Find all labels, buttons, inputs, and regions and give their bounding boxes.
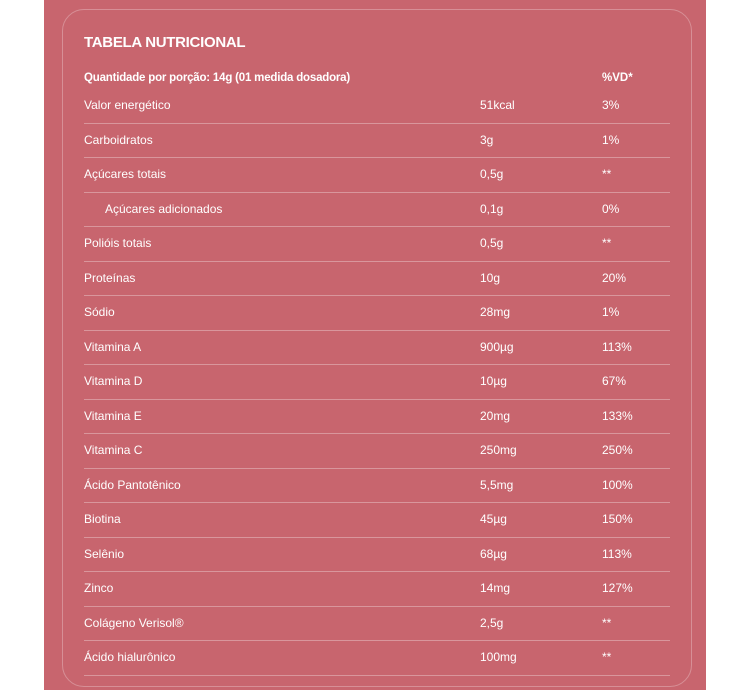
nutrient-name: Valor energético	[84, 98, 171, 112]
table-row	[84, 193, 670, 228]
table-row	[84, 572, 670, 607]
nutrient-amount: 100mg	[480, 650, 517, 664]
nutrient-amount: 0,5g	[480, 236, 504, 250]
nutrient-amount: 45µg	[480, 512, 507, 526]
nutrient-vd: 67%	[602, 374, 627, 388]
nutrient-vd: 150%	[602, 512, 633, 526]
table-row	[84, 296, 670, 331]
table-row	[84, 331, 670, 366]
nutrient-vd: 127%	[602, 581, 633, 595]
table-row	[84, 365, 670, 400]
nutrient-vd: 1%	[602, 132, 620, 147]
nutrient-name: Selênio	[84, 546, 125, 561]
nutrient-amount: 0,5g	[480, 167, 504, 181]
nutrient-name: Zinco	[84, 581, 114, 595]
table-row	[84, 503, 670, 538]
nutrient-amount: 900µg	[480, 339, 514, 354]
nutrient-amount: 10µg	[480, 374, 507, 388]
nutrient-name: Proteínas	[84, 270, 136, 285]
nutrient-vd: 20%	[602, 270, 627, 285]
nutrient-vd: 250%	[602, 443, 633, 457]
nutrient-vd: 113%	[602, 546, 632, 561]
nutrient-vd: **	[602, 236, 612, 250]
nutrient-name: Açúcares adicionados	[105, 201, 223, 216]
nutrient-amount: 5,5mg	[480, 477, 514, 492]
nutrient-name: Polióis totais	[84, 236, 152, 250]
nutrient-vd: 113%	[602, 339, 632, 354]
table-row	[84, 89, 670, 124]
table-header	[84, 68, 670, 90]
nutrient-vd: 133%	[602, 408, 633, 423]
nutrient-amount: 68µg	[480, 546, 507, 561]
nutrient-vd: 0%	[602, 201, 620, 216]
nutrient-vd: **	[602, 167, 612, 181]
nutrient-amount: 28mg	[480, 305, 511, 319]
nutrient-name: Vitamina A	[84, 339, 142, 354]
nutrient-vd: 3%	[602, 98, 620, 112]
table-row	[84, 538, 670, 573]
nutrient-amount: 10g	[480, 270, 501, 285]
nutrient-amount: 2,5g	[480, 615, 504, 630]
nutrient-name: Vitamina D	[84, 374, 143, 388]
nutrient-amount: 0,1g	[480, 201, 504, 216]
nutrient-name: Ácido Pantotênico	[84, 477, 181, 492]
nutrient-name: Vitamina E	[84, 408, 142, 423]
table-title: TABELA NUTRICIONAL	[84, 34, 246, 51]
nutrient-vd: 1%	[602, 305, 620, 319]
nutrient-amount: 250mg	[480, 443, 517, 457]
nutrient-name: Vitamina C	[84, 443, 143, 457]
vd-header: %VD*	[602, 72, 633, 84]
table-row	[84, 641, 670, 676]
nutrient-vd: **	[602, 650, 612, 664]
nutrient-name: Carboidratos	[84, 132, 153, 147]
table-row	[84, 227, 670, 262]
nutrient-name: Ácido hialurônico	[84, 650, 176, 664]
nutrient-name: Sódio	[84, 305, 115, 319]
nutrient-vd: **	[602, 615, 612, 630]
nutrition-rows	[84, 89, 670, 676]
nutrient-vd: 100%	[602, 477, 633, 492]
nutrient-name: Açúcares totais	[84, 167, 167, 181]
nutrient-amount: 14mg	[480, 581, 511, 595]
table-row	[84, 607, 670, 642]
table-row	[84, 434, 670, 469]
nutrient-name: Biotina	[84, 512, 121, 526]
table-row	[84, 158, 670, 193]
nutrient-amount: 51kcal	[480, 98, 515, 112]
table-row	[84, 124, 670, 159]
table-row	[84, 469, 670, 504]
nutrient-amount: 20mg	[480, 408, 511, 423]
table-row	[84, 400, 670, 435]
nutrient-amount: 3g	[480, 132, 494, 147]
portion-label: Quantidade por porção: 14g (01 medida dosadora)	[84, 72, 351, 84]
nutrient-name: Colágeno Verisol®	[84, 615, 184, 630]
table-row	[84, 262, 670, 297]
nutrition-panel	[44, 0, 706, 690]
